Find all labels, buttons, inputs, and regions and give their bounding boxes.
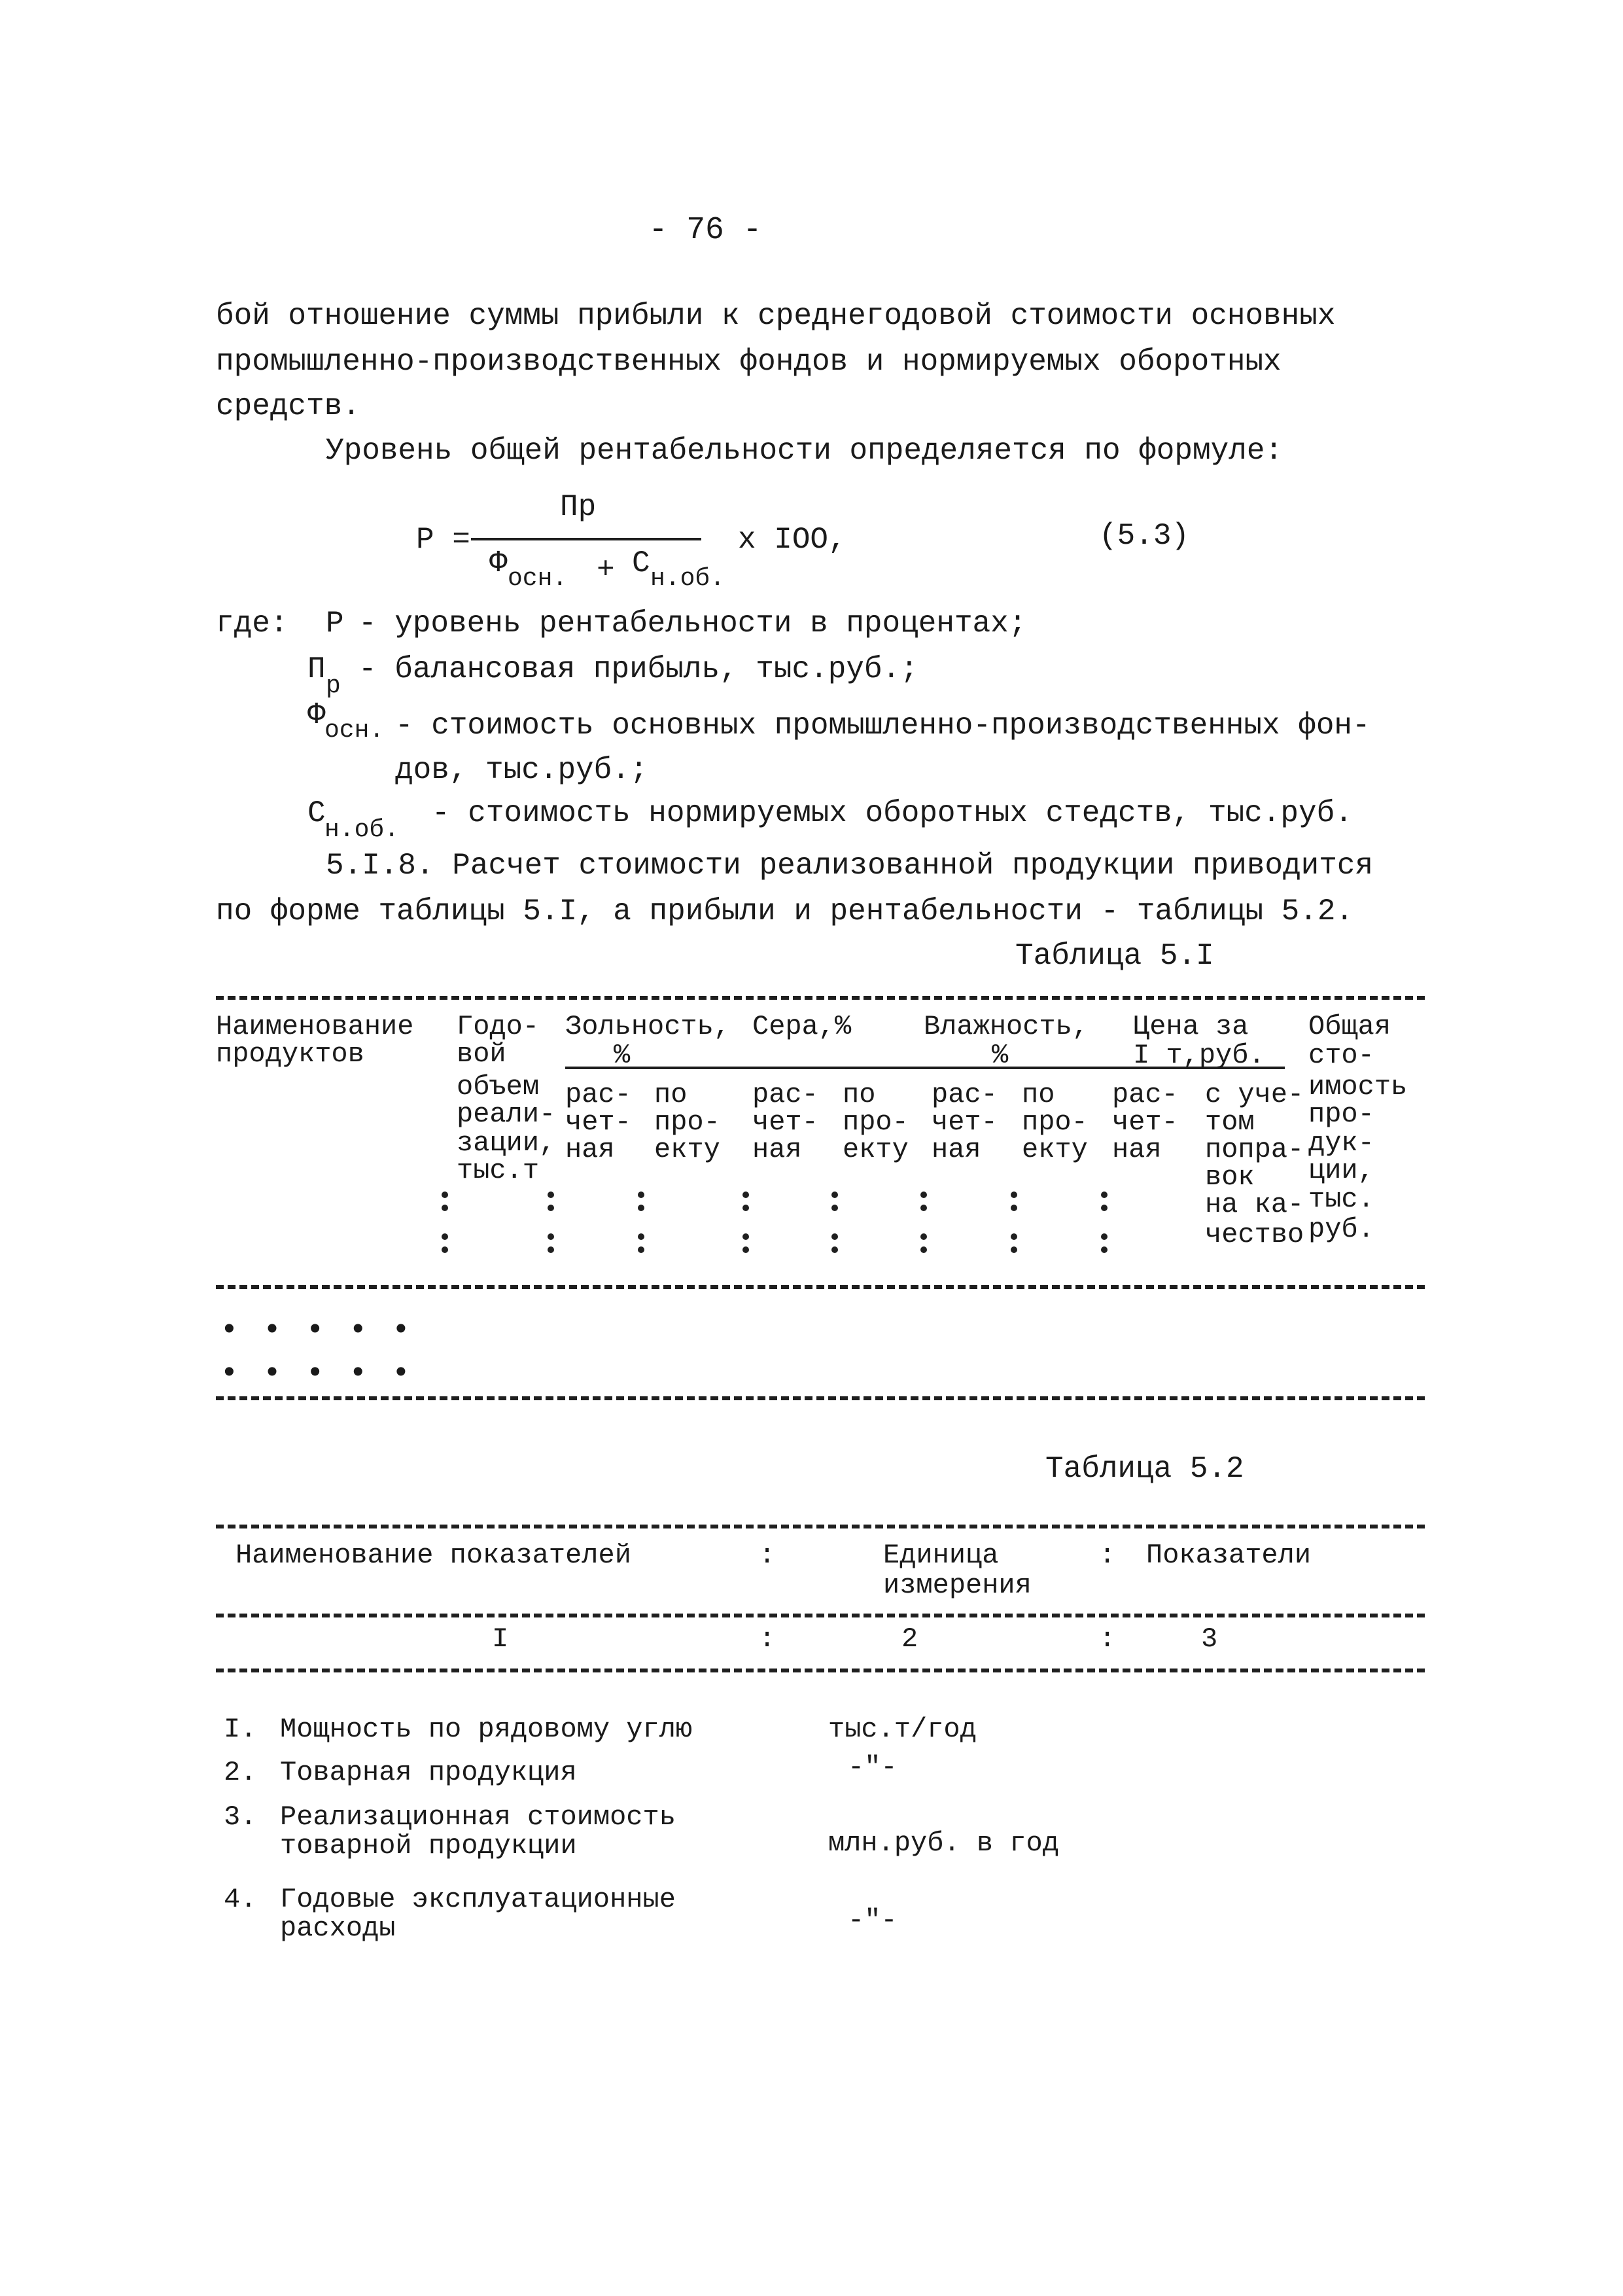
table1-header-rule — [216, 1285, 1425, 1289]
formula-denominator-a: Ф — [489, 546, 508, 580]
t1-col-vol-2: вой — [457, 1038, 506, 1070]
table1-bottom-rule — [216, 1396, 1425, 1400]
t2-row3-name-2: товарной продукции — [280, 1830, 577, 1862]
t1-moisture-calc-2: чет- — [932, 1106, 998, 1138]
t1-moisture-calc-1: рас- — [932, 1079, 998, 1110]
t1-sulfur-proj-1: по — [843, 1079, 876, 1110]
t1-ash-percent: % — [614, 1040, 631, 1071]
t1-sulfur-calc-1: рас- — [752, 1079, 818, 1110]
t2-col-unit-2: измерения — [883, 1570, 1032, 1601]
t1-price-adj-5: на ка- — [1205, 1189, 1304, 1220]
t2-row2-unit: -"- — [848, 1752, 898, 1783]
table2-numbers-rule — [216, 1669, 1425, 1672]
t1-sulfur-proj-3: екту — [843, 1134, 909, 1165]
t2-row2-name: Товарная продукция — [280, 1757, 577, 1788]
t1-col-total-3: имость — [1308, 1071, 1408, 1103]
t1-row-dots-2: • • • • • — [220, 1356, 413, 1392]
intro-line-1: бой отношение суммы прибыли к среднегодовой стоимости основных — [216, 299, 1336, 333]
formula-plus: + — [597, 553, 615, 587]
where-sym-fosn: Ф — [307, 698, 326, 732]
t1-ash-proj-1: по — [654, 1079, 688, 1110]
t2-row1-unit: тыс.т/год — [828, 1714, 977, 1745]
t1-col-vol-6: тыс.т — [457, 1155, 540, 1186]
where-sub-fosn: осн. — [324, 716, 385, 745]
t1-ash-calc-3: ная — [565, 1134, 615, 1165]
where-sub-cnob: н.об. — [324, 816, 400, 844]
separator-colons — [442, 1192, 1108, 1253]
formula-numerator: Пр — [560, 490, 597, 524]
t1-price-calc-1: рас- — [1112, 1079, 1178, 1110]
t1-moisture-proj-2: про- — [1022, 1106, 1088, 1138]
t1-moisture-calc-3: ная — [932, 1134, 981, 1165]
intro-line-2: промышленно-производственных фондов и нормируемых оборотных — [216, 345, 1282, 379]
t2-sep-4: : — [1099, 1623, 1116, 1655]
t1-moisture-percent: % — [992, 1040, 1009, 1071]
para-518-line-2: по форме таблицы 5.I, а прибыли и рентабельности - таблицы 5.2. — [216, 894, 1354, 928]
t2-colnum-1: I — [492, 1623, 509, 1655]
t1-col-price-2: I т,руб. — [1133, 1040, 1265, 1071]
formula-multiplier: х IОО, — [738, 523, 846, 557]
formula-denominator-b: С — [632, 546, 650, 580]
where-label: где: — [216, 607, 288, 641]
t1-price-calc-2: чет- — [1112, 1106, 1178, 1138]
t1-col-vol-3: объем — [457, 1071, 540, 1103]
t1-price-adj-3: попра- — [1205, 1134, 1304, 1165]
t1-col-vol-5: зации, — [457, 1127, 556, 1159]
t2-row4-unit: -"- — [848, 1905, 898, 1936]
t1-col-total-8: руб. — [1308, 1214, 1374, 1245]
t2-col-unit-1: Единица — [883, 1540, 999, 1571]
t1-row-dots-1: • • • • • — [220, 1313, 413, 1349]
t1-col-price-1: Цена за — [1133, 1011, 1249, 1042]
t2-row3-name-1: Реализационная стоимость — [280, 1801, 676, 1833]
table1-caption: Таблица 5.I — [1015, 939, 1214, 973]
t1-col-vol-1: Годо- — [457, 1011, 540, 1042]
para-518-line-1: 5.I.8. Расчет стоимости реализованной продукции приводится — [326, 849, 1374, 883]
t1-ash-calc-1: рас- — [565, 1079, 631, 1110]
where-sym-pr: П — [307, 652, 326, 686]
t1-moisture-proj-1: по — [1022, 1079, 1055, 1110]
t1-ash-proj-3: екту — [654, 1134, 720, 1165]
t1-col-ash: Зольность, — [565, 1011, 731, 1042]
t1-col-vol-4: реали- — [457, 1099, 556, 1130]
t2-row4-name-1: Годовые эксплуатационные — [280, 1884, 676, 1915]
t1-col-total-7: тыс. — [1308, 1184, 1374, 1215]
t2-row1-name: Мощность по рядовому углю — [280, 1714, 693, 1745]
intro-line-3: средств. — [216, 389, 360, 423]
formula-number: (5.3) — [1099, 519, 1190, 553]
t1-col-sulfur: Сера,% — [752, 1011, 852, 1042]
formula-denominator-b-sub: н.об. — [650, 565, 725, 593]
t1-moisture-proj-3: екту — [1022, 1134, 1088, 1165]
t1-ash-calc-2: чет- — [565, 1106, 631, 1138]
t2-row3-unit: млн.руб. в год — [828, 1828, 1059, 1859]
t1-sulfur-calc-2: чет- — [752, 1106, 818, 1138]
where-text-cnob: - стоимость нормируемых оборотных стедств, тыс.руб. — [432, 796, 1353, 830]
formula-intro: Уровень общей рентабельности определяется по формуле: — [326, 434, 1283, 468]
t2-row4-num: 4. — [224, 1884, 257, 1915]
t1-price-calc-3: ная — [1112, 1134, 1162, 1165]
where-text-fosn-cont: дов, тыс.руб.; — [395, 753, 648, 787]
t2-sep-2: : — [1099, 1540, 1116, 1571]
t1-price-adj-1: с уче- — [1205, 1079, 1304, 1110]
fraction-bar — [471, 538, 701, 540]
t2-row4-name-2: расходы — [280, 1913, 396, 1944]
where-text-pr: - балансовая прибыль, тыс.руб.; — [358, 652, 918, 686]
t2-sep-3: : — [759, 1623, 776, 1655]
t1-col-name-2: продуктов — [216, 1038, 364, 1070]
page-number: - 76 - — [648, 213, 762, 248]
t2-col-values: Показатели — [1146, 1540, 1312, 1571]
where-sym-cnob: С — [307, 796, 326, 830]
table2-top-rule — [216, 1525, 1425, 1528]
t1-col-total-5: дук- — [1308, 1127, 1374, 1159]
where-sub-pr: р — [326, 672, 341, 700]
t2-row2-num: 2. — [224, 1757, 257, 1788]
t1-col-total-1: Общая — [1308, 1011, 1391, 1042]
t1-sulfur-calc-3: ная — [752, 1134, 802, 1165]
t1-col-moisture: Влажность, — [924, 1011, 1089, 1042]
where-text-fosn: - стоимость основных промышленно-производственных фон- — [395, 709, 1370, 743]
t1-col-name-1: Наименование — [216, 1011, 414, 1042]
t1-price-adj-2: том — [1205, 1106, 1255, 1138]
t1-ash-proj-2: про- — [654, 1106, 720, 1138]
t2-row3-num: 3. — [224, 1801, 257, 1833]
t2-col-name: Наименование показателей — [236, 1540, 631, 1571]
t2-colnum-2: 2 — [901, 1623, 918, 1655]
table2-caption: Таблица 5.2 — [1045, 1452, 1244, 1486]
table2-header-rule — [216, 1614, 1425, 1617]
formula-lhs: Р = — [416, 523, 470, 557]
where-text-p: - уровень рентабельности в процентах; — [358, 607, 1027, 641]
table1-top-rule — [216, 996, 1425, 1000]
t2-row1-num: I. — [224, 1714, 257, 1745]
t2-colnum-3: 3 — [1201, 1623, 1218, 1655]
t1-col-total-2: сто- — [1308, 1040, 1374, 1071]
t1-sulfur-proj-2: про- — [843, 1106, 909, 1138]
t1-price-adj-4: вок — [1205, 1161, 1255, 1193]
t1-col-total-4: про- — [1308, 1099, 1374, 1130]
where-sym-p: Р — [326, 607, 344, 641]
t1-price-adj-6: чество — [1205, 1219, 1304, 1250]
formula-denominator-a-sub: осн. — [508, 565, 568, 593]
t1-col-total-6: ции, — [1308, 1155, 1374, 1186]
t2-sep-1: : — [759, 1540, 776, 1571]
